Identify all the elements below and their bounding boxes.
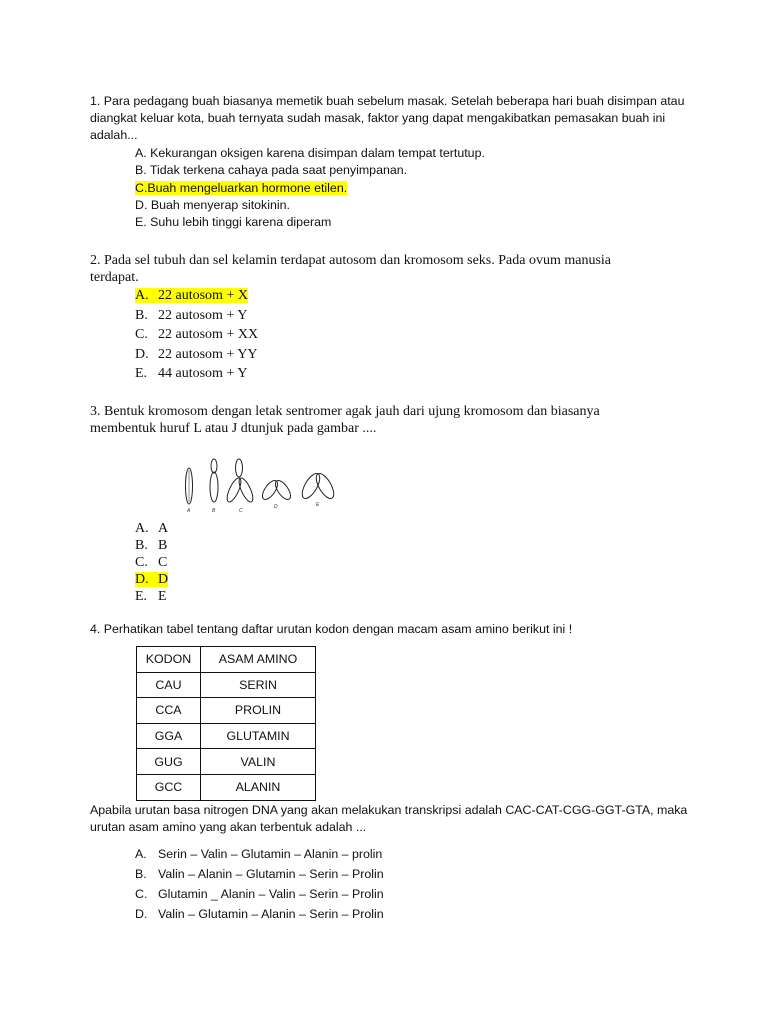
q4-option-text: Valin – Alanin – Glutamin – Serin – Prolin: [158, 867, 384, 881]
question-4-followup-text: Apabila urutan basa nitrogen DNA yang akan melakukan transkripsi adalah CAC-CAT-CGG-GGT-GTA, maka urutan asam amino yang akan terbentuk adalah ...: [90, 803, 688, 834]
codon-cell: GCC: [137, 774, 201, 800]
q3-option-letter: B.: [135, 538, 148, 553]
table-row: [137, 672, 316, 698]
q3-option-text: E: [158, 589, 167, 604]
amino-acid-cell: SERIN: [201, 672, 316, 698]
amino-acid-cell: VALIN: [201, 749, 316, 775]
amino-acid-cell: GLUTAMIN: [201, 723, 316, 749]
table-row: [137, 749, 316, 775]
amino-acid-cell: PROLIN: [201, 698, 316, 724]
codon-cell: CCA: [137, 698, 201, 724]
codon-table-header-row: [137, 647, 316, 673]
table-row: [137, 774, 316, 800]
chromosome-c-shape: [224, 459, 255, 504]
q2-option-a-highlighted-answer: [135, 288, 248, 303]
q2-option-text: 22 autosom + X: [158, 288, 248, 303]
q3-option-letter: E.: [135, 589, 148, 604]
q4-option-c: [135, 884, 384, 904]
q4-option-letter: D.: [135, 907, 148, 921]
codon-cell: GGA: [137, 723, 201, 749]
q4-option-letter: A.: [135, 847, 147, 861]
q1-option-d: D. Buah menyerap sitokinin.: [135, 197, 290, 212]
codon-table: [136, 646, 316, 801]
chromosome-a-shape: [186, 468, 193, 504]
q4-option-letter: C.: [135, 887, 148, 901]
codon-cell: CAU: [137, 672, 201, 698]
question-1-options: [135, 145, 485, 231]
codon-column-header: KODON: [137, 647, 201, 673]
q3-option-letter: D.: [135, 572, 149, 587]
q1-option-b: B. Tidak terkena cahaya pada saat penyimpanan.: [135, 163, 408, 178]
q1-option-a: A. Kekurangan oksigen karena disimpan dalam tempat tertutup.: [135, 146, 485, 160]
q2-option-letter: A.: [135, 288, 149, 303]
q1-option-e: E. Suhu lebih tinggi karena diperam: [135, 215, 332, 230]
q3-option-text: B: [158, 538, 168, 553]
figure-label-a: A: [187, 508, 191, 514]
q2-option-a: [135, 286, 258, 306]
question-4-options: [135, 844, 384, 924]
amino-acid-column-header: ASAM AMINO: [201, 647, 316, 673]
figure-label-e: E: [316, 502, 320, 508]
question-2-text: 2. Pada sel tubuh dan sel kelamin terdapat autosom dan kromosom seks. Pada ovum manusia terdapat.: [90, 253, 612, 285]
codon-cell: GUG: [137, 749, 201, 775]
q2-option-text: 22 autosom + XX: [158, 327, 259, 343]
chromosome-b-shape: [210, 459, 218, 502]
figure-label-c: C: [239, 508, 243, 514]
q3-option-d-highlighted-answer: [135, 572, 168, 587]
question-1-text: 1. Para pedagang buah biasanya memetik buah sebelum masak. Setelah beberapa hari buah disimpan atau diangkat keluar kota, buah ternyata sudah masak, faktor yang dapat mengakibatkan pemasakan buah ini adalah...: [90, 94, 685, 142]
q4-option-letter: B.: [135, 867, 147, 881]
question-4-text: 4. Perhatikan tabel tentang daftar urutan kodon dengan macam asam amino berikut ini !: [90, 622, 573, 636]
q2-option-text: 22 autosom + Y: [158, 307, 248, 323]
chromosome-e-shape: [299, 471, 337, 501]
q3-option-text: C: [158, 555, 168, 570]
q4-option-b: [135, 864, 384, 884]
q3-option-e: [135, 588, 168, 605]
table-row: [137, 723, 316, 749]
q1-option-c: [135, 180, 485, 197]
q3-option-text: A: [158, 521, 169, 536]
q2-option-b: [135, 306, 258, 326]
q2-option-letter: B.: [135, 307, 148, 323]
q2-option-e: [135, 364, 258, 384]
q4-option-text: Serin – Valin – Glutamin – Alanin – prolin: [158, 847, 383, 861]
amino-acid-cell: ALANIN: [201, 774, 316, 800]
q4-option-text: Valin – Glutamin – Alanin – Serin – Prolin: [158, 907, 384, 921]
q4-option-d: [135, 904, 384, 924]
figure-label-b: B: [212, 508, 216, 514]
q3-option-a: [135, 520, 168, 537]
question-3-text: 3. Bentuk kromosom dengan letak sentromer agak jauh dari ujung kromosom dan biasanya membentuk huruf L atau J dtunjuk pada gambar ....: [90, 404, 600, 436]
q2-option-letter: E.: [135, 366, 148, 382]
question-2-options: [135, 286, 258, 384]
chromosome-figure: [180, 456, 340, 514]
figure-label-d: D: [274, 504, 278, 510]
question-3-options: [135, 520, 168, 605]
q1-option-c-highlighted-answer: C.Buah mengeluarkan hormone etilen.: [135, 180, 348, 195]
table-row: [137, 698, 316, 724]
q2-option-letter: C.: [135, 327, 148, 343]
q3-option-c: [135, 554, 168, 571]
q2-option-text: 22 autosom + YY: [158, 346, 258, 362]
q3-option-d: [135, 571, 168, 588]
q3-option-letter: C.: [135, 555, 148, 570]
chromosome-d-shape: [260, 478, 294, 502]
q4-option-text: Glutamin _ Alanin – Valin – Serin – Prolin: [158, 887, 384, 901]
q2-option-text: 44 autosom + Y: [158, 366, 248, 382]
q3-option-b: [135, 537, 168, 554]
q2-option-d: [135, 345, 258, 365]
q2-option-letter: D.: [135, 346, 149, 362]
q2-option-c: [135, 325, 258, 345]
q3-option-text: D: [158, 572, 169, 587]
q3-option-letter: A.: [135, 521, 149, 536]
q4-option-a: [135, 844, 384, 864]
